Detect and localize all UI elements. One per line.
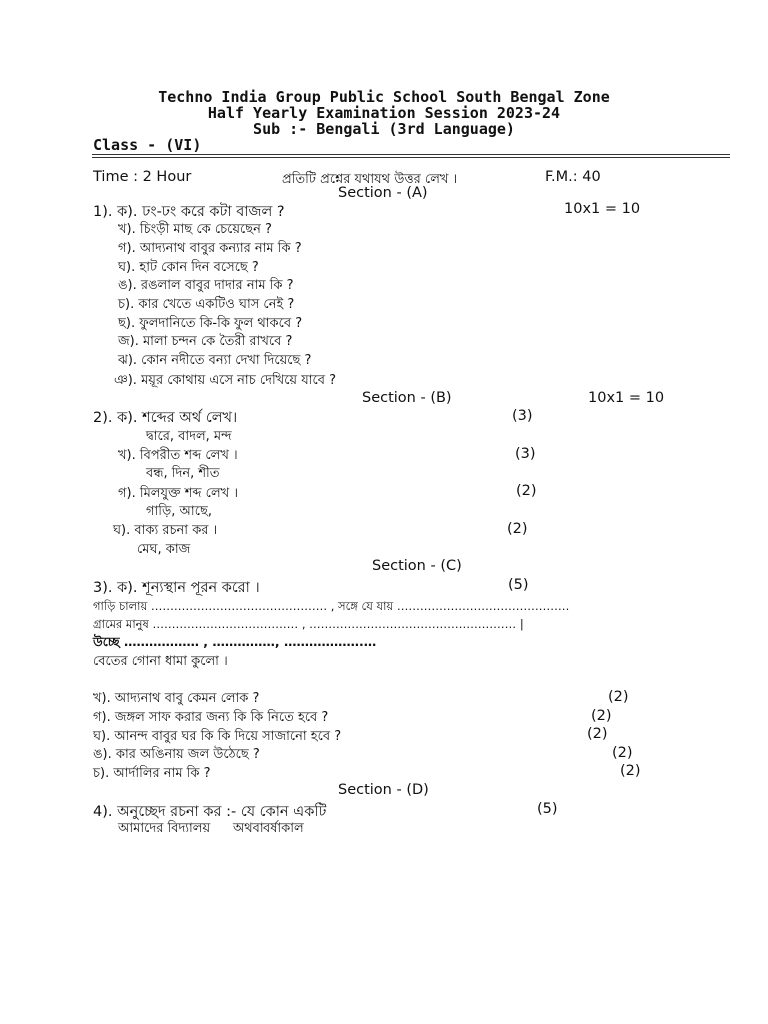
section-a-title: Section - (A) bbox=[338, 185, 428, 201]
question-1-ja: জ). মালা চন্দন কে তৈরী রাখবে ? bbox=[118, 334, 293, 349]
fill-blank-line-2: গ্রামের মানুষ ………………………………‥ , ……………………………………………… | bbox=[93, 617, 524, 631]
school-name: Techno India Group Public School South Bengal Zone bbox=[158, 88, 610, 106]
question-2-kha-words: বন্ধ, দিন, শীত bbox=[146, 466, 220, 481]
question-2-kha: খ). বিপরীত শব্দ লেখ । bbox=[118, 448, 238, 463]
question-1-gha: ঘ). হাট কোন দিন বসেছে ? bbox=[118, 260, 259, 275]
header-rule-top bbox=[92, 154, 730, 155]
section-b-title: Section - (B) bbox=[362, 390, 452, 406]
question-2-ga-words: গাড়ি, আছে, bbox=[146, 504, 212, 519]
question-2-ka: 2). ক). শব্দের অর্থ লেখ। bbox=[93, 410, 238, 426]
question-3-cha-marks: (2) bbox=[620, 763, 641, 779]
question-1-chha: ছ). ফুলদানিতে কি-কি ফুল থাকবে ? bbox=[118, 316, 303, 331]
question-2-gha: ঘ). বাক্য রচনা কর । bbox=[113, 523, 218, 538]
question-2-ka-words: দ্বারে, বাদল, মন্দ bbox=[146, 429, 232, 444]
question-2-ka-marks: (3) bbox=[512, 408, 533, 424]
question-2-ga-marks: (2) bbox=[516, 483, 537, 499]
question-2-gha-marks: (2) bbox=[507, 521, 528, 537]
fill-blank-line-1: গাড়ি চালায় ………………………………………. , সঙ্গে যে যায় ……………………………………… bbox=[93, 599, 570, 613]
question-3-uma-marks: (2) bbox=[612, 745, 633, 761]
question-3-cha: চ). আর্দালির নাম কি ? bbox=[93, 766, 211, 781]
fill-blank-line-3: উচ্ছে ……………… , ……………, ……………….… bbox=[93, 634, 377, 649]
section-d-title: Section - (D) bbox=[338, 782, 429, 798]
header-rule-bottom bbox=[92, 157, 730, 158]
question-3-kha: খ). আদ্যনাথ বাবু কেমন লোক ? bbox=[93, 691, 260, 706]
class-label: Class - (VI) bbox=[93, 136, 202, 154]
question-3-uma: ঙ). কার অঙিনায় জল উঠেছে ? bbox=[93, 747, 260, 762]
question-1-nya: ঞ). ময়ূর কোথায় এসে নাচ দেখিয়ে যাবে ? bbox=[114, 373, 336, 388]
question-3-ka-marks: (5) bbox=[508, 577, 529, 593]
section-c-title: Section - (C) bbox=[372, 558, 462, 574]
question-1-ka: 1). ক). ঢং-ঢং করে কটা বাজল ? bbox=[93, 204, 285, 220]
question-1-jha: ঝ). কোন নদীতে বন্যা দেখা দিয়েছে ? bbox=[118, 353, 312, 368]
essay-or-label: অথবা bbox=[233, 821, 264, 836]
subject-line: Sub :- Bengali (3rd Language) bbox=[253, 120, 515, 138]
time-label: Time : 2 Hour bbox=[93, 169, 192, 185]
question-2-gha-words: মেঘ, কাজ bbox=[137, 542, 191, 557]
section-a-marks: 10x1 = 10 bbox=[564, 201, 641, 217]
question-4-marks: (5) bbox=[537, 801, 558, 817]
question-3-kha-marks: (2) bbox=[608, 689, 629, 705]
question-1-ga: গ). আদ্যনাথ বাবুর কন্যার নাম কি ? bbox=[118, 241, 302, 256]
essay-option-2: বর্ষাকাল bbox=[263, 821, 304, 836]
question-1-uma: ঙ). রঙলাল বাবুর দাদার নাম কি ? bbox=[118, 278, 294, 293]
question-4: 4). অনুচ্ছেদ রচনা কর :- যে কোন একটি bbox=[93, 804, 327, 820]
section-b-marks: 10x1 = 10 bbox=[588, 390, 665, 406]
question-2-ga: গ). মিলযুক্ত শব্দ লেখ । bbox=[118, 486, 238, 501]
question-3-ka: 3). ক). শূন্যস্থান পূরন করো । bbox=[93, 580, 260, 596]
instruction-text: প্রতিটি প্রশ্নের যথাযথ উত্তর লেখ । bbox=[282, 172, 458, 187]
question-2-kha-marks: (3) bbox=[515, 446, 536, 462]
question-3-gha: ঘ). আনন্দ বাবুর ঘর কি কি দিয়ে সাজানো হবে ? bbox=[93, 729, 342, 744]
fill-blank-line-4: বেতের গোনা ধামা কুলো । bbox=[93, 654, 228, 669]
question-3-ga: গ). জঙ্গল সাফ করার জন্য কি কি নিতে হবে ? bbox=[93, 710, 329, 725]
question-3-ga-marks: (2) bbox=[591, 708, 612, 724]
essay-option-1: আমাদের বিদ্যালয় bbox=[118, 821, 211, 836]
question-1-kha: খ). চিংড়ী মাছ কে চেয়েছেন ? bbox=[118, 222, 272, 237]
exam-title: Half Yearly Examination Session 2023-24 bbox=[207, 104, 561, 122]
question-3-gha-marks: (2) bbox=[587, 726, 608, 742]
full-marks: F.M.: 40 bbox=[545, 169, 601, 185]
question-1-cha: চ). কার খেতে একটিও ঘাস নেই ? bbox=[118, 297, 295, 312]
